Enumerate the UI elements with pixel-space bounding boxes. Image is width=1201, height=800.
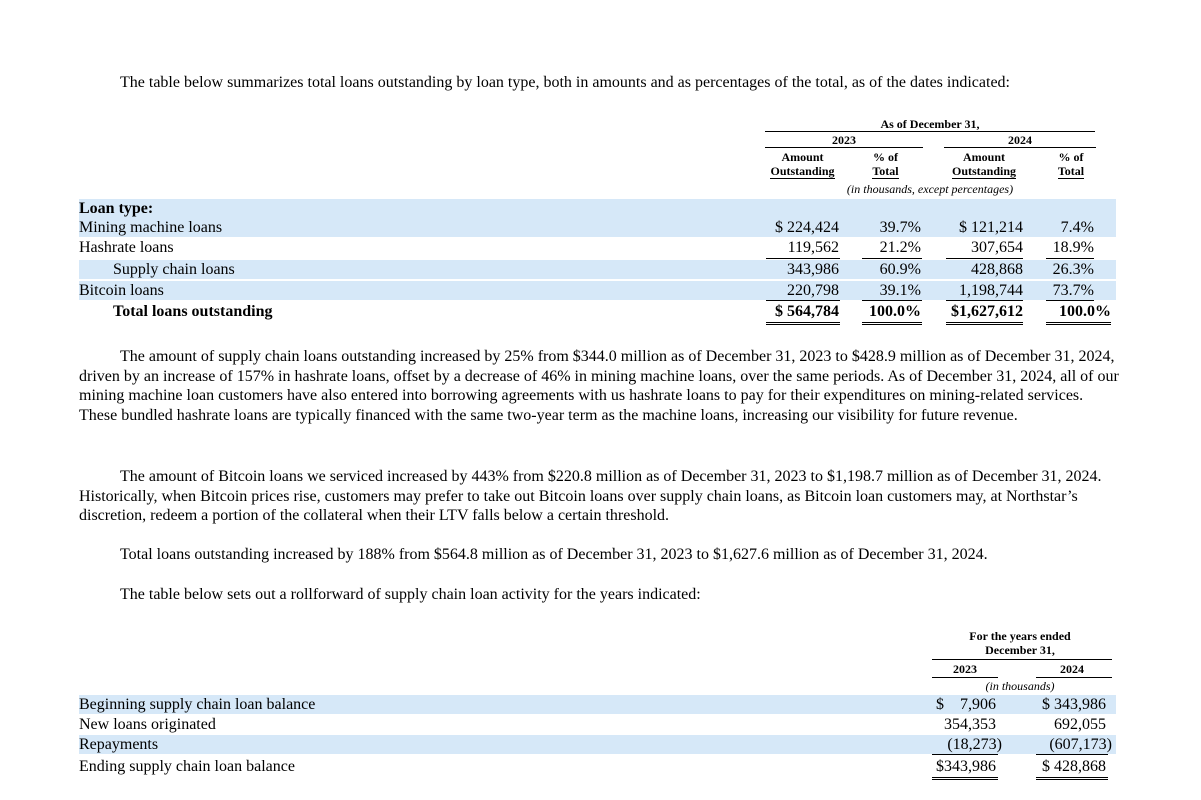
b-value: 692,055 [1054, 716, 1106, 733]
a-value: $ 7,906 [936, 696, 996, 713]
subtotal-rule-a-amt [766, 258, 840, 259]
row-label: Ending supply chain loan balance [79, 758, 295, 775]
table2-year-2023: 2023 [953, 662, 977, 676]
b-value: (607,173) [1049, 736, 1112, 753]
b-amount: $ 121,214 [959, 219, 1023, 236]
b-amount: 1,198,744 [959, 282, 1023, 299]
table2-subtotal-rule-a [932, 754, 998, 755]
subtotal-rule-a-pct [862, 258, 922, 259]
table2-double-rule-b [1036, 777, 1108, 780]
row-label: Supply chain loans [113, 261, 235, 278]
row-label: Bitcoin loans [79, 282, 164, 299]
b-pct: 18.9% [1052, 239, 1094, 256]
paragraph-bitcoin-loans: The amount of Bitcoin loans we serviced increased by 443% from $220.8 million as of December 31, 2023 to $1,198.7 million as of December 31, 2024. Historically, when Bitcoin prices rise, customers may prefer to take out Bitcoin loans over supply chain loans, as Bitcoin loan customers may, at Northstar’s discretion, redeem a portion of the collateral when their LTV falls below a certain threshold. [79, 468, 1102, 524]
total-rule-b-amt [946, 300, 1023, 301]
table1-group-header: As of December 31, [880, 117, 980, 131]
row-label: Mining machine loans [79, 219, 223, 236]
table1-band-1 [79, 199, 1116, 218]
table2-year-2024-rule [1036, 677, 1112, 678]
row-label: Hashrate loans [79, 239, 174, 256]
b-value: $ 343,986 [1042, 696, 1106, 713]
paragraph-total-loans: Total loans outstanding increased by 188% from $564.8 million as of December 31, 2023 to $1,627.6 million as of December 31, 2024. [120, 546, 988, 563]
b-pct: 73.7% [1052, 282, 1094, 299]
total-rule-a-pct [862, 300, 922, 301]
b-value: $ 428,868 [1042, 758, 1106, 775]
a-pct: 39.1% [879, 282, 921, 299]
b-amount: $1,627,612 [951, 303, 1023, 320]
table2-header: For the years ended December 31, [969, 629, 1071, 657]
intro-paragraph: The table below summarizes total loans outstanding by loan type, both in amounts and as percentages of the total, as of the dates indicated: [120, 74, 1010, 91]
table2-subtotal-rule-b [1036, 754, 1108, 755]
table1-a-pct-head: % of Total [872, 150, 899, 178]
subtotal-rule-b-pct [1046, 258, 1094, 259]
b-pct: 7.4% [1060, 219, 1094, 236]
a-pct: 100.0% [869, 303, 921, 320]
double-rule-b-pct [1046, 322, 1111, 325]
b-amount: 428,868 [971, 261, 1023, 278]
table2-units-note: (in thousands) [985, 679, 1055, 693]
table1-b-amount-head: Amount Outstanding [951, 150, 1017, 178]
double-rule-a-amt [766, 322, 840, 325]
b-pct: 26.3% [1052, 261, 1094, 278]
a-pct: 21.2% [879, 239, 921, 256]
table1-b-pct-head: % of Total [1057, 150, 1085, 178]
a-pct: 60.9% [879, 261, 921, 278]
paragraph-supply-chain: The amount of supply chain loans outstanding increased by 25% from $344.0 million as of December 31, 2023 to $428.9 million as of December 31, 2024, driven by an increase of 157% in hashrate loans, offset by a decrease of 46% in mining machine loans, over the same periods. As of December 31, 2024, all of our mining machine loan customers have also entered into borrowing agreements with us hashrate loans to pay for their expenditures on mining-related services. These bundled hashrate loans are typically financed with the same two-year term as the machine loans, increasing our visibility for future revenue. [79, 348, 1119, 424]
a-pct: 39.7% [879, 219, 921, 236]
table1-a-amount-head: Amount Outstanding [770, 150, 835, 178]
a-value: (18,273) [947, 736, 1002, 753]
total-rule-b-pct [1046, 300, 1094, 301]
row-label: Beginning supply chain loan balance [79, 696, 316, 713]
table1-section-label: Loan type: [79, 200, 154, 217]
double-rule-b-amt [946, 322, 1023, 325]
table2-year-2024: 2024 [1060, 662, 1084, 676]
row-label: New loans originated [79, 716, 216, 733]
table2-header-rule [932, 659, 1112, 660]
table2-double-rule-a [932, 777, 998, 780]
a-amount: 119,562 [787, 239, 839, 256]
paragraph-rollforward-intro: The table below sets out a rollforward of supply chain loan activity for the years indicated: [120, 586, 701, 603]
subtotal-rule-b-amt [946, 258, 1023, 259]
total-rule-a-amt [766, 300, 840, 301]
row-label: Repayments [79, 736, 159, 753]
table1-year-2023-rule [765, 147, 923, 148]
table1-header-rule [765, 131, 1095, 132]
a-value: $343,986 [936, 758, 996, 775]
double-rule-a-pct [862, 322, 922, 325]
b-amount: 307,654 [971, 239, 1023, 256]
a-amount: 220,798 [787, 282, 839, 299]
table1-year-2024: 2024 [1008, 133, 1032, 147]
a-value: 354,353 [944, 716, 996, 733]
table1-units-note: (in thousands, except percentages) [846, 182, 1014, 196]
table1-year-2024-rule [944, 147, 1096, 148]
table1-year-2023: 2023 [832, 133, 856, 147]
table2-year-2023-rule [932, 677, 998, 678]
a-amount: $ 564,784 [775, 303, 839, 320]
a-amount: 343,986 [787, 261, 839, 278]
row-label: Total loans outstanding [113, 303, 273, 320]
b-pct: 100.0% [1059, 303, 1111, 320]
a-amount: $ 224,424 [775, 219, 839, 236]
